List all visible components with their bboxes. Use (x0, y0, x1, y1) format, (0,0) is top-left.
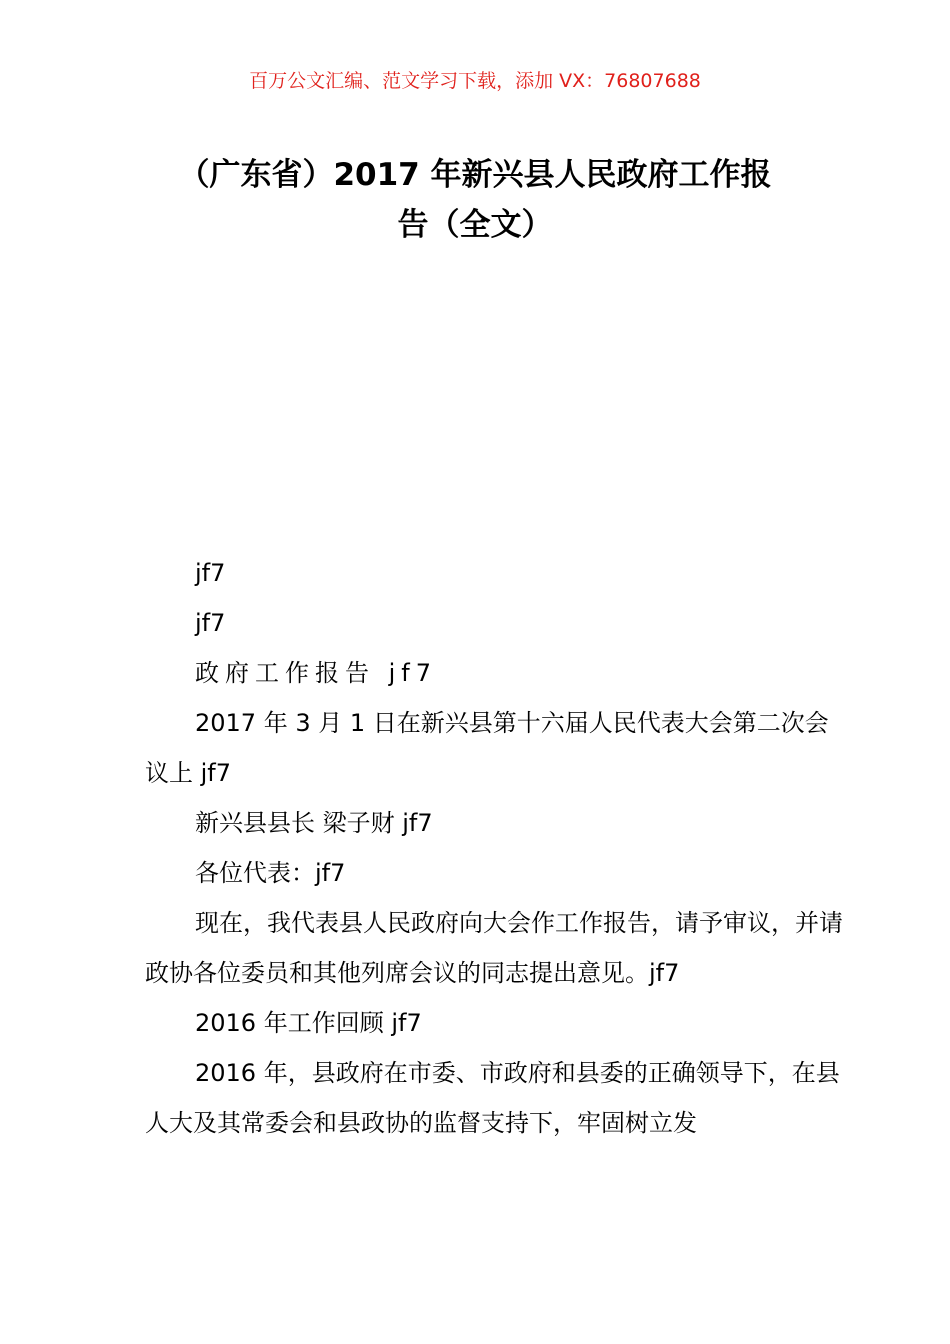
section-heading: 2016 年工作回顾 jf7 (195, 1009, 422, 1037)
paragraph: 2016 年，县政府在市委、市政府和县委的正确领导下，在县人大及其常委会和县政协的监督支持下，牢固树立发 (145, 1059, 840, 1137)
watermark-header-note: 百万公文汇编、范文学习下载，添加 VX：76807688 (249, 70, 701, 92)
paragraph: jf7 (195, 609, 226, 637)
paragraph-report-heading: 政府工作报告 jf7 (195, 659, 438, 687)
document-title-line-2: 告（全文） (397, 207, 553, 243)
document-title-line-1: （广东省）2017 年新兴县人民政府工作报 (178, 157, 772, 193)
paragraph: jf7 (195, 559, 226, 587)
document-body (145, 548, 845, 1148)
paragraph-meeting-date: 2017 年 3 月 1 日在新兴县第十六届人民代表大会第二次会议上 jf7 (145, 709, 829, 787)
paragraph: 现在，我代表县人民政府向大会作工作报告，请予审议，并请政协各位委员和其他列席会议的同志提出意见。jf7 (145, 909, 843, 987)
paragraph-speaker: 新兴县县长 梁子财 jf7 (195, 809, 433, 837)
document-title (0, 150, 950, 250)
paragraph-salutation: 各位代表：jf7 (195, 859, 346, 887)
